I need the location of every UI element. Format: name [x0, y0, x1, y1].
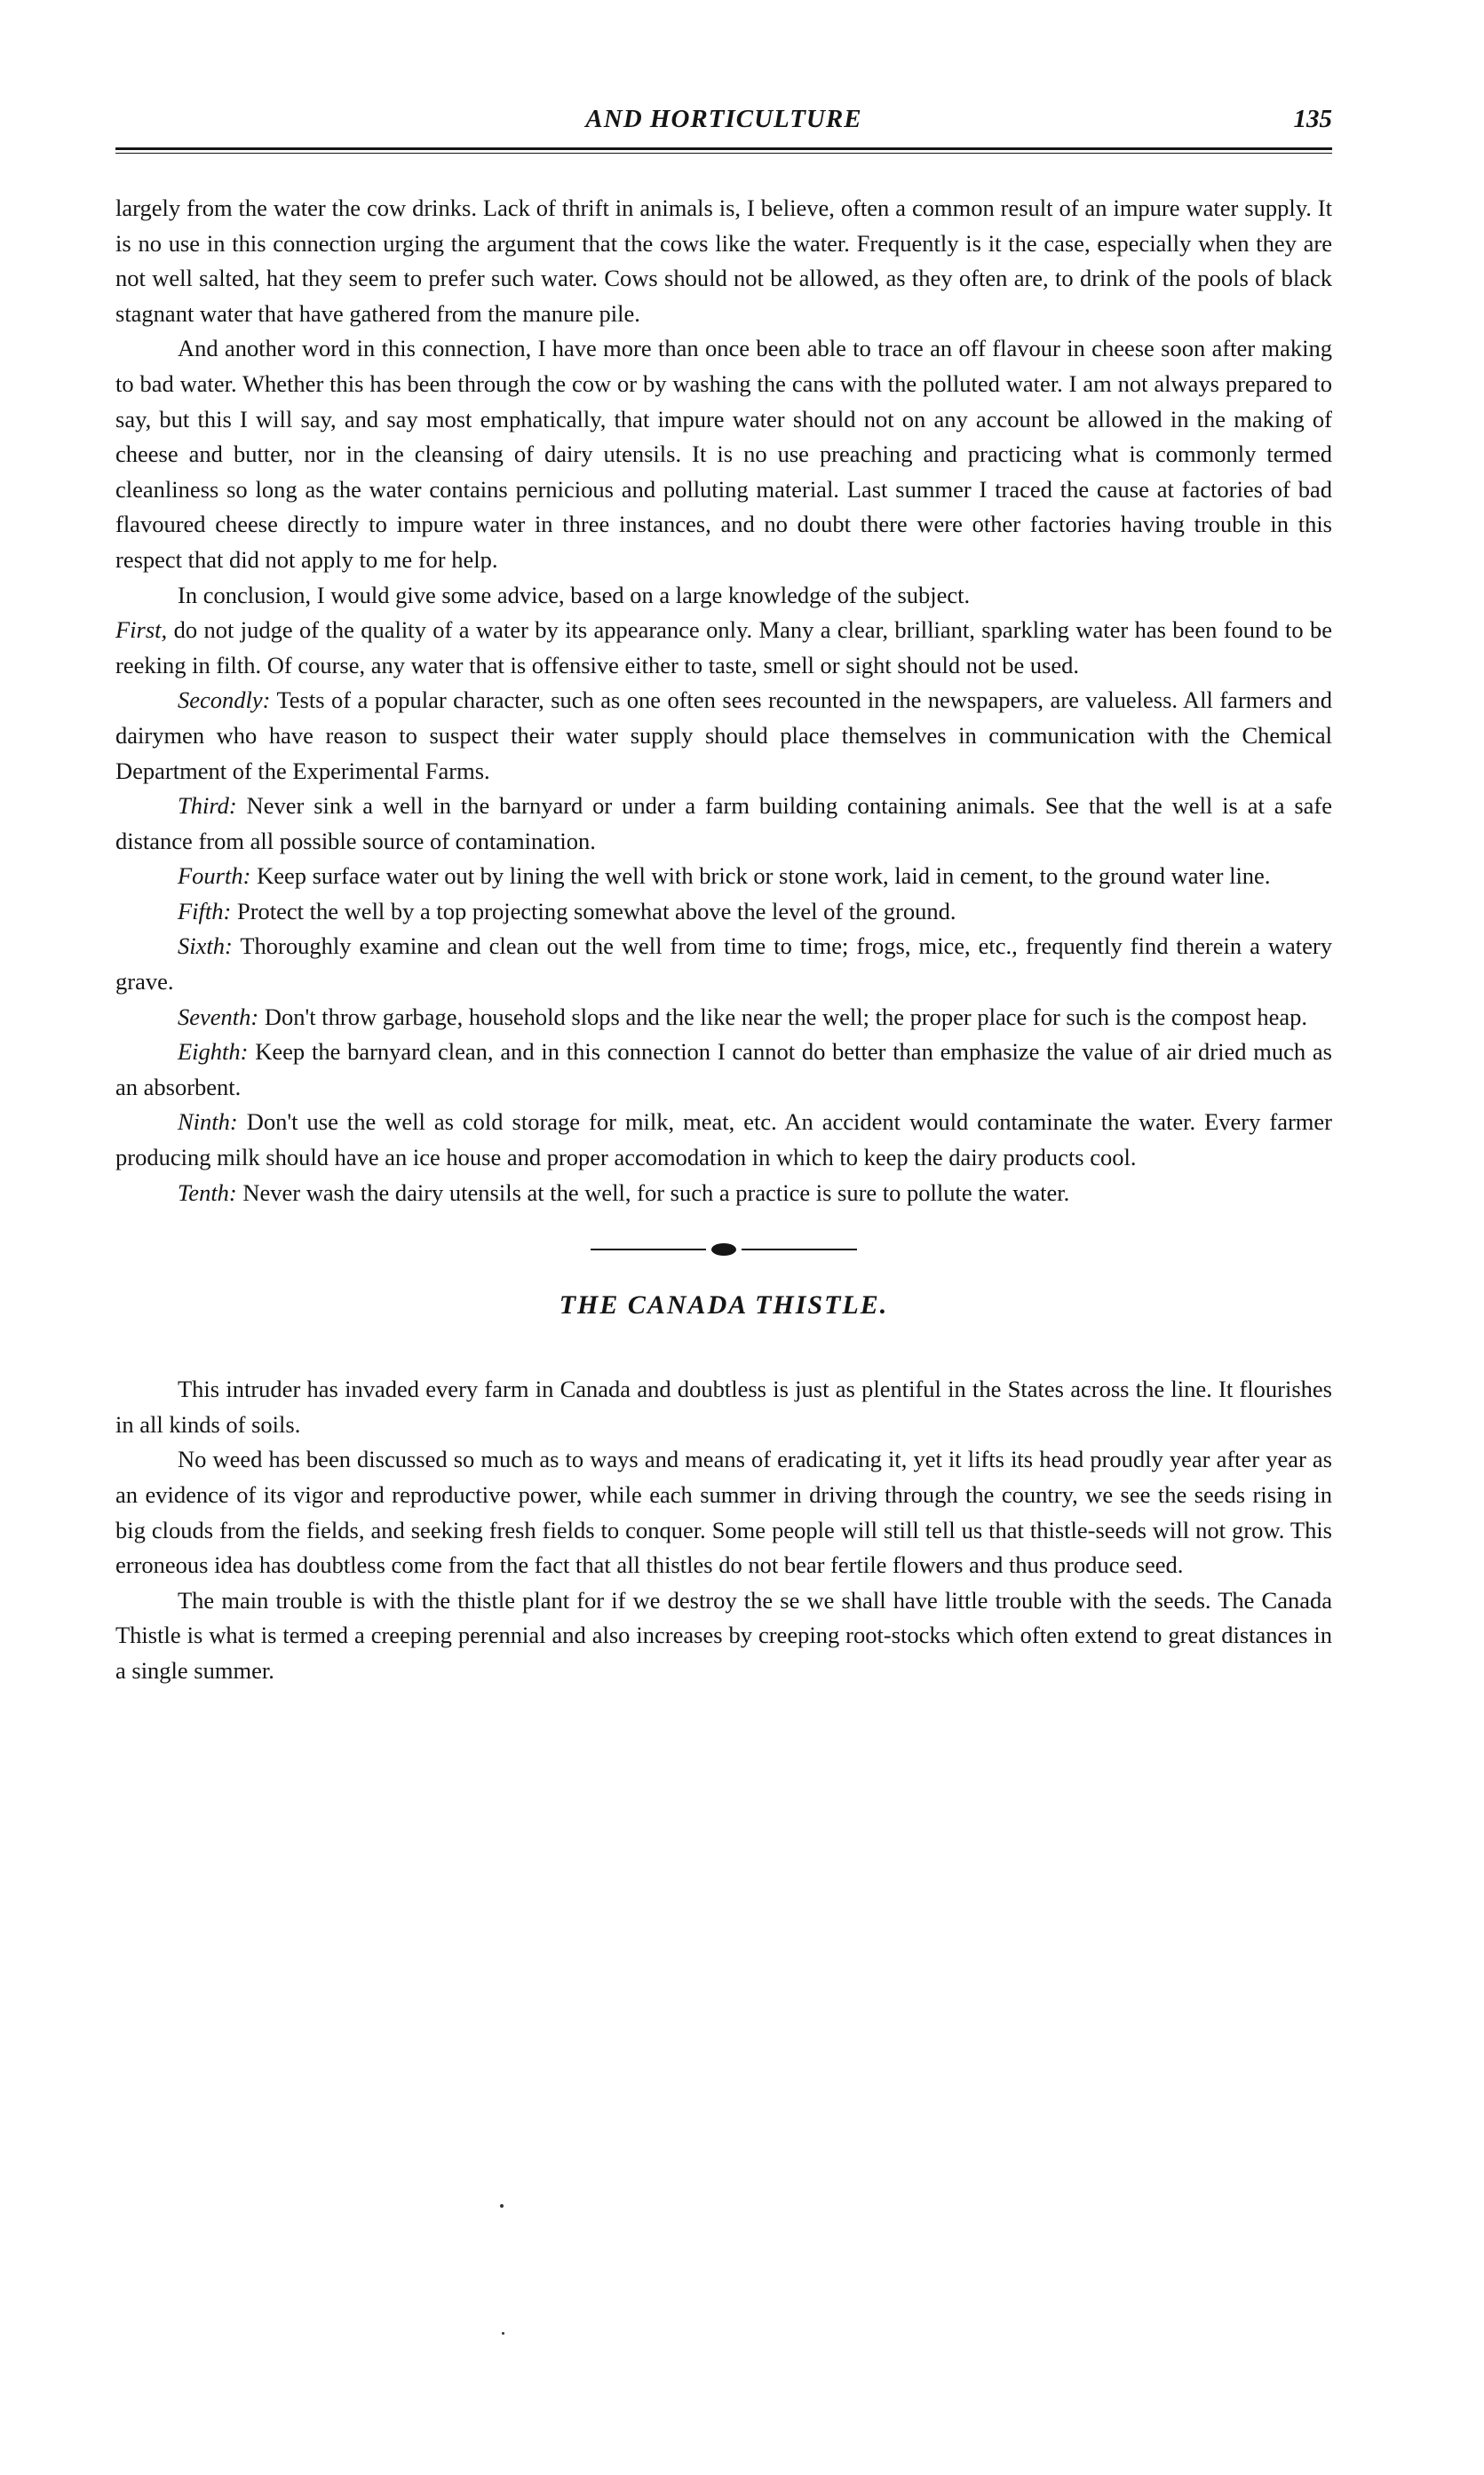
advice-eighth [115, 1035, 1332, 1105]
advice-lead: Third: [178, 792, 237, 820]
advice-lead: Seventh: [178, 1003, 259, 1030]
paragraph-text: In conclusion, I would give some advice, based on a large knowledge of the subject. [178, 581, 971, 608]
divider-line-right [742, 1249, 857, 1250]
advice-lead: Fifth: [178, 897, 232, 924]
water-article [115, 191, 1332, 1210]
thistle-article [115, 1372, 1332, 1688]
section-divider-ornament [591, 1242, 857, 1257]
advice-text: Keep surface water out by lining the well with brick or stone work, laid in cement, to the ground water line. [250, 862, 1271, 890]
advice-fifth [115, 894, 1332, 930]
running-title: AND HORTICULTURE [585, 105, 862, 133]
header-rule-thin [115, 153, 1332, 154]
paragraph-text: largely from the water the cow drinks. Lack of thrift in animals is, I believe, often a common result of an impure water supply. It is no use in this connection urging the argument that the cows like the water. Frequently is it the case, especially when they are not well salted, hat they seem to prefer such water. Cows should not be allowed, as they often are, to drink of the pools of black stagnant water that have gathered from the manure pile. [115, 194, 1332, 327]
divider-center-mark [711, 1243, 736, 1256]
divider-line-left [591, 1249, 706, 1250]
paragraph-text: And another word in this connection, I have more than once been able to trace an off flavour in cheese soon after making to bad water. Whether this has been through the cow or by washing the cans with the polluted water. I am not always prepared to say, but this I will say, and say most emphatically, that impure water should not on any account be allowed in the making of cheese and butter, nor in the cleansing of dairy utensils. It is no use preaching and practicing what is commonly termed cleanliness so long as the water contains pernicious and polluting material. Last summer I traced the cause at factories of bad flavoured cheese directly to impure water in three instances, and no doubt there were other factories having trouble in this respect that did not apply to me for help. [115, 335, 1332, 573]
paragraph-conclusion [115, 578, 1332, 614]
advice-text: Never wash the dairy utensils at the well, for such a practice is sure to pollute the water. [236, 1178, 1070, 1206]
advice-text: Keep the barnyard clean, and in this connection I cannot do better than emphasize the value of air dried much as an absorbent. [115, 1038, 1332, 1100]
advice-second [115, 683, 1332, 789]
advice-ninth [115, 1105, 1332, 1175]
paragraph-text: No weed has been discussed so much as to ways and means of eradicating it, yet it lifts its head proudly year after year as an evidence of its vigor and reproductive power, while each summer in driving through the country, we see the seeds rising in big clouds from the fields, and seeking fresh fields to conquer. Some people will still tell us that thistle-seeds will not grow. This erroneous idea has doubtless come from the fact that all thistles do not bear fertile flowers and thus produce seed. [115, 1446, 1332, 1579]
advice-seventh [115, 1000, 1332, 1035]
advice-lead: Eighth: [178, 1038, 249, 1066]
advice-lead: First, [115, 616, 168, 644]
advice-fourth [115, 859, 1332, 894]
advice-text: Tests of a popular character, such as one often sees recounted in the newspapers, are valueless. All farmers and dairymen who have reason to suspect their water supply should place themselves in communication with the Chemical Department of the Experimental Farms. [115, 686, 1332, 784]
running-head [115, 105, 1332, 144]
section-title: THE CANADA THISTLE. [559, 1290, 889, 1321]
thistle-paragraph-trouble [115, 1583, 1332, 1689]
paragraph-continuation [115, 191, 1332, 331]
advice-text: do not judge of the quality of a water by its appearance only. Many a clear, brilliant, sparkling water has been found to be reeking in filth. Of course, any water that is offensive either to taste, smell or sight should not be used. [115, 616, 1332, 678]
advice-sixth [115, 929, 1332, 999]
header-rule-thick [115, 147, 1332, 150]
print-speck [500, 2204, 504, 2208]
advice-text: Never sink a well in the barnyard or under a farm building containing animals. See that the well is at a safe distance from all possible source of contamination. [115, 792, 1332, 854]
paragraph-off-flavour [115, 331, 1332, 577]
advice-text: Don't use the well as cold storage for milk, meat, etc. An accident would contaminate the water. Every farmer producing milk should have an ice house and proper accomodation in which to keep the dairy products cool. [115, 1108, 1332, 1171]
advice-lead: Sixth: [178, 932, 233, 960]
thistle-paragraph-intro [115, 1372, 1332, 1442]
advice-lead: Secondly: [178, 686, 271, 714]
paragraph-text: The main trouble is with the thistle plant for if we destroy the se we shall have little trouble with the seeds. The Canada Thistle is what is termed a creeping perennial and also increases by creeping root-stocks which often extend to great distances in a single summer. [115, 1586, 1332, 1684]
thistle-paragraph-weed [115, 1442, 1332, 1583]
advice-lead: Fourth: [178, 862, 251, 890]
advice-first [115, 613, 1332, 683]
print-speck [502, 2332, 504, 2335]
advice-tenth [115, 1176, 1332, 1211]
advice-text: Protect the well by a top projecting somewhat above the level of the ground. [231, 897, 956, 924]
advice-third [115, 789, 1332, 859]
advice-text: Thoroughly examine and clean out the well from time to time; frogs, mice, etc., frequently find therein a watery grave. [115, 932, 1332, 996]
book-page [115, 105, 1332, 1689]
advice-text: Don't throw garbage, household slops and the like near the well; the proper place for such is the compost heap. [258, 1003, 1307, 1030]
advice-lead: Tenth: [178, 1178, 237, 1206]
paragraph-text: This intruder has invaded every farm in Canada and doubtless is just as plentiful in the States across the line. It flourishes in all kinds of soils. [115, 1376, 1332, 1438]
page-number: 135 [1293, 105, 1332, 133]
advice-lead: Ninth: [178, 1108, 238, 1136]
